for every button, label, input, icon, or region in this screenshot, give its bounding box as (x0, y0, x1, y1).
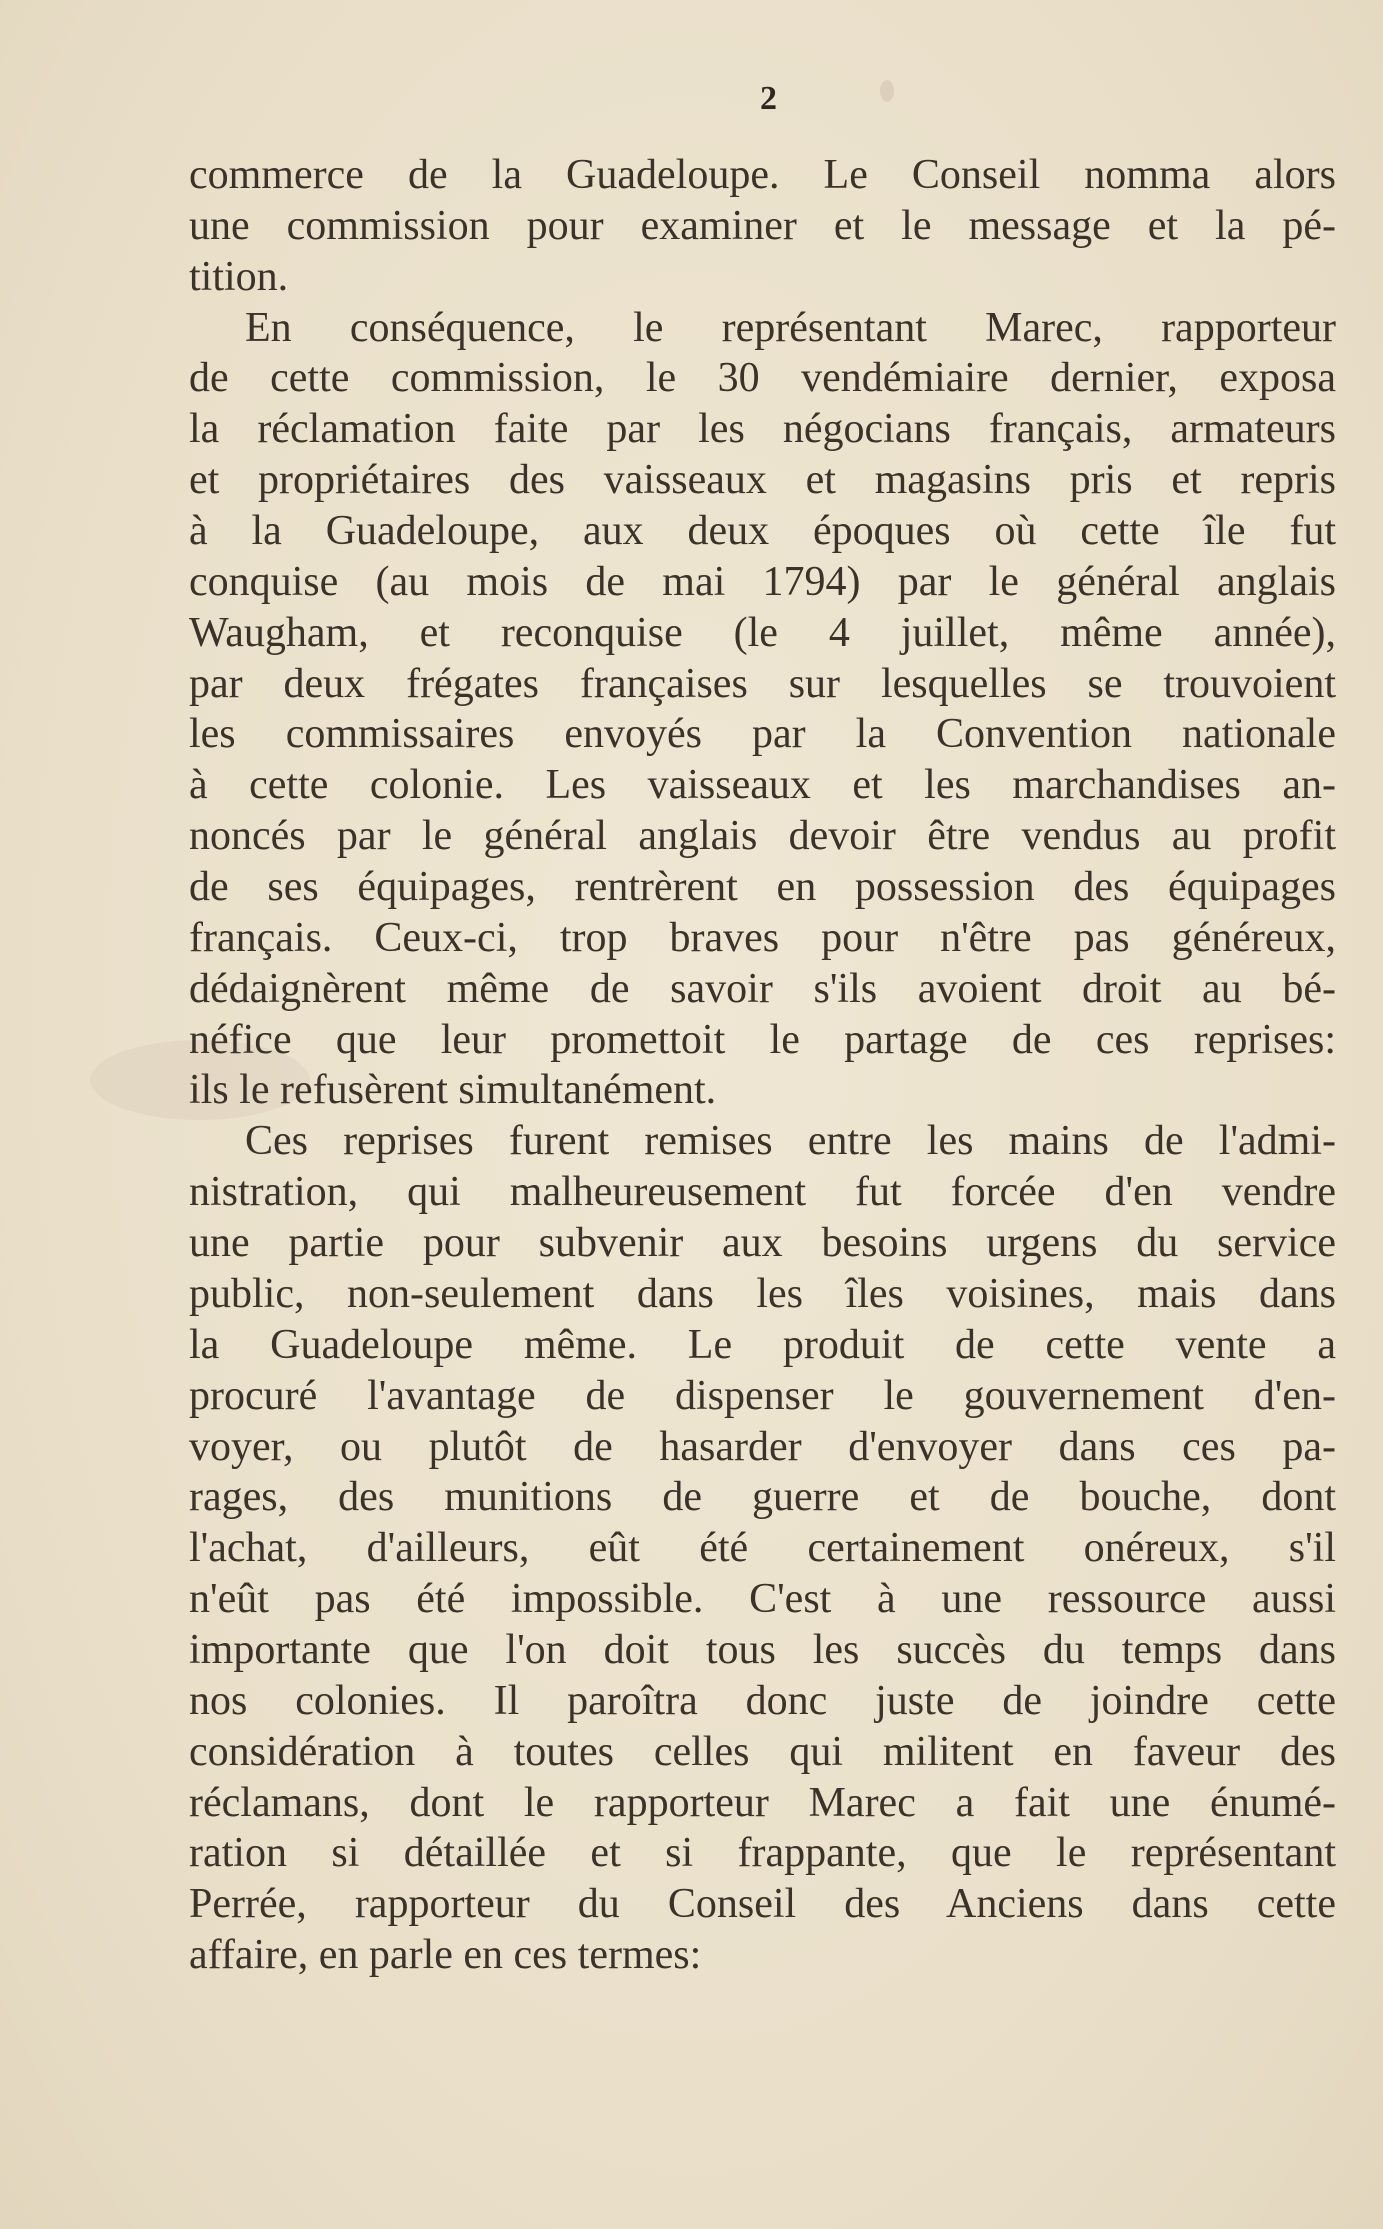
text-line: considération à toutes celles qui militent en faveur des (189, 1728, 1336, 1775)
text-line: à la Guadeloupe, aux deux époques où cette île fut (189, 508, 1336, 555)
text-line: la Guadeloupe même. Le produit de cette vente a (189, 1321, 1336, 1368)
text-line: néfice que leur promettoit le partage de ces reprises: (189, 1016, 1336, 1063)
text-line: commerce de la Guadeloupe. Le Conseil nomma alors (189, 152, 1336, 198)
text-line: l'achat, d'ailleurs, eût été certainement onéreux, s'il (189, 1525, 1336, 1572)
text-line: importante que l'on doit tous les succès du temps dans (189, 1626, 1336, 1673)
text-line: une partie pour subvenir aux besoins urgens du service (189, 1220, 1336, 1267)
text-line: dédaignèrent même de savoir s'ils avoient droit au bé- (189, 965, 1336, 1012)
ink-spot (880, 80, 894, 102)
text-line: réclamans, dont le rapporteur Marec a fait une énumé- (189, 1779, 1336, 1826)
text-line: une commission pour examiner et le message et la pé- (189, 202, 1336, 249)
text-line: nos colonies. Il paroîtra donc juste de joindre cette (189, 1677, 1336, 1724)
text-line: à cette colonie. Les vaisseaux et les marchandises an- (189, 762, 1336, 809)
text-line: En conséquence, le représentant Marec, rapporteur (245, 304, 1336, 351)
text-line: affaire, en parle en ces termes: (189, 1932, 702, 1979)
text-line: procuré l'avantage de dispenser le gouvernement d'en- (189, 1372, 1336, 1419)
text-line: ration si détaillée et si frappante, que le représentant (189, 1830, 1336, 1877)
text-line: nistration, qui malheureusement fut forcée d'en vendre (189, 1169, 1336, 1216)
text-line: Perrée, rapporteur du Conseil des Anciens dans cette (189, 1881, 1336, 1928)
text-line: les commissaires envoyés par la Convention nationale (189, 711, 1336, 758)
text-line: noncés par le général anglais devoir être vendus au profit (189, 813, 1336, 860)
text-line: Ces reprises furent remises entre les mains de l'admi- (245, 1118, 1336, 1165)
text-line: de cette commission, le 30 vendémiaire dernier, exposa (189, 355, 1336, 402)
text-line: de ses équipages, rentrèrent en possession des équipages (189, 864, 1336, 911)
page-number: 2 (760, 80, 777, 117)
text-line: rages, des munitions de guerre et de bouche, dont (189, 1474, 1336, 1521)
text-line: Waugham, et reconquise (le 4 juillet, même année), (189, 609, 1336, 656)
text-line: ils le refusèrent simultanément. (189, 1067, 717, 1114)
text-line: la réclamation faite par les négocians français, armateurs (189, 406, 1336, 453)
text-line: par deux frégates françaises sur lesquelles se trouvoient (189, 660, 1336, 707)
text-line: public, non-seulement dans les îles voisines, mais dans (189, 1270, 1336, 1317)
text-line: et propriétaires des vaisseaux et magasins pris et repris (189, 457, 1336, 504)
text-line: tition. (189, 253, 289, 300)
text-line: voyer, ou plutôt de hasarder d'envoyer dans ces pa- (189, 1423, 1336, 1470)
text-line: n'eût pas été impossible. C'est à une ressource aussi (189, 1576, 1336, 1623)
text-line: français. Ceux-ci, trop braves pour n'être pas généreux, (189, 914, 1336, 961)
text-line: conquise (au mois de mai 1794) par le général anglais (189, 558, 1336, 605)
